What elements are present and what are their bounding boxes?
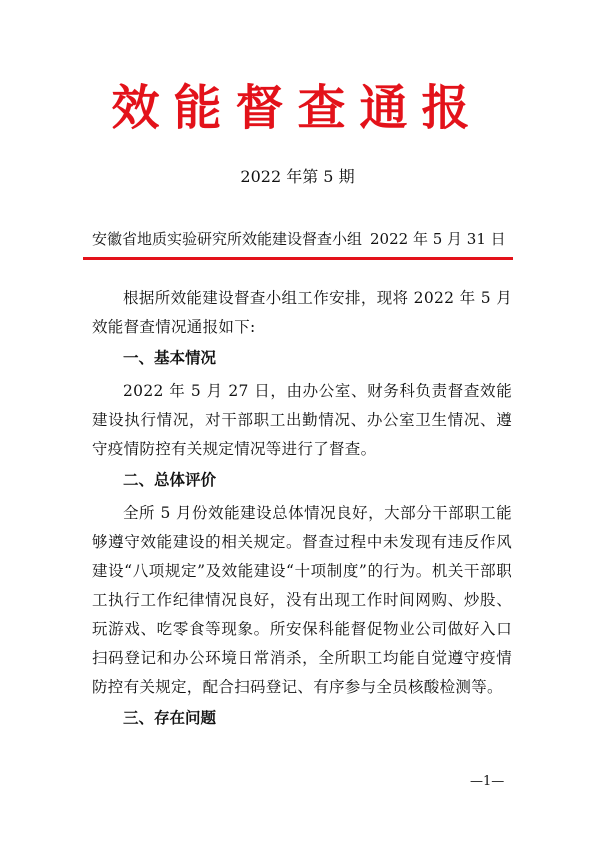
intro-paragraph: 根据所效能建设督查小组工作安排，现将 2022 年 5 月效能督查情况通报如下: (92, 289, 512, 336)
section-heading-basic-situation: 一、基本情况 (123, 349, 217, 367)
issuer-line (92, 228, 512, 250)
section-heading-overall-evaluation: 二、总体评价 (123, 471, 217, 489)
page-number: —1— (470, 774, 505, 789)
issuer-org: 安徽省地质实验研究所效能建设督查小组 (92, 230, 363, 248)
section-heading-existing-problems: 三、存在问题 (123, 709, 217, 727)
issue-date: 2022 年 5 月 31 日 (370, 230, 506, 248)
document-title: 效能督查通报 (111, 80, 484, 136)
issue-number: 2022 年第 5 期 (240, 167, 355, 186)
document-body (92, 284, 512, 737)
section-basic-situation-text: 2022 年 5 月 27 日，由办公室、财务科负责督查效能建设执行情况，对干部职工出勤情况、办公室卫生情况、遵守疫情防控有关规定情况等进行了督查。 (92, 382, 512, 458)
red-header-rule (83, 257, 513, 260)
section-overall-evaluation-text: 全所 5 月份效能建设总体情况良好，大部分干部职工能够遵守效能建设的相关规定。督查过程中未发现有违反作风建设“八项规定”及效能建设“十项制度”的行为。机关干部职工执行工作纪律情况良好，没有出现工作时间网购、炒股、玩游戏、吃零食等现象。所安保科能督促物业公司做好入口扫码登记和办公环境日常消杀，全所职工均能自觉遵守疫情防控有关规定，配合扫码登记、有序参与全员核酸检测等。 (92, 504, 512, 696)
